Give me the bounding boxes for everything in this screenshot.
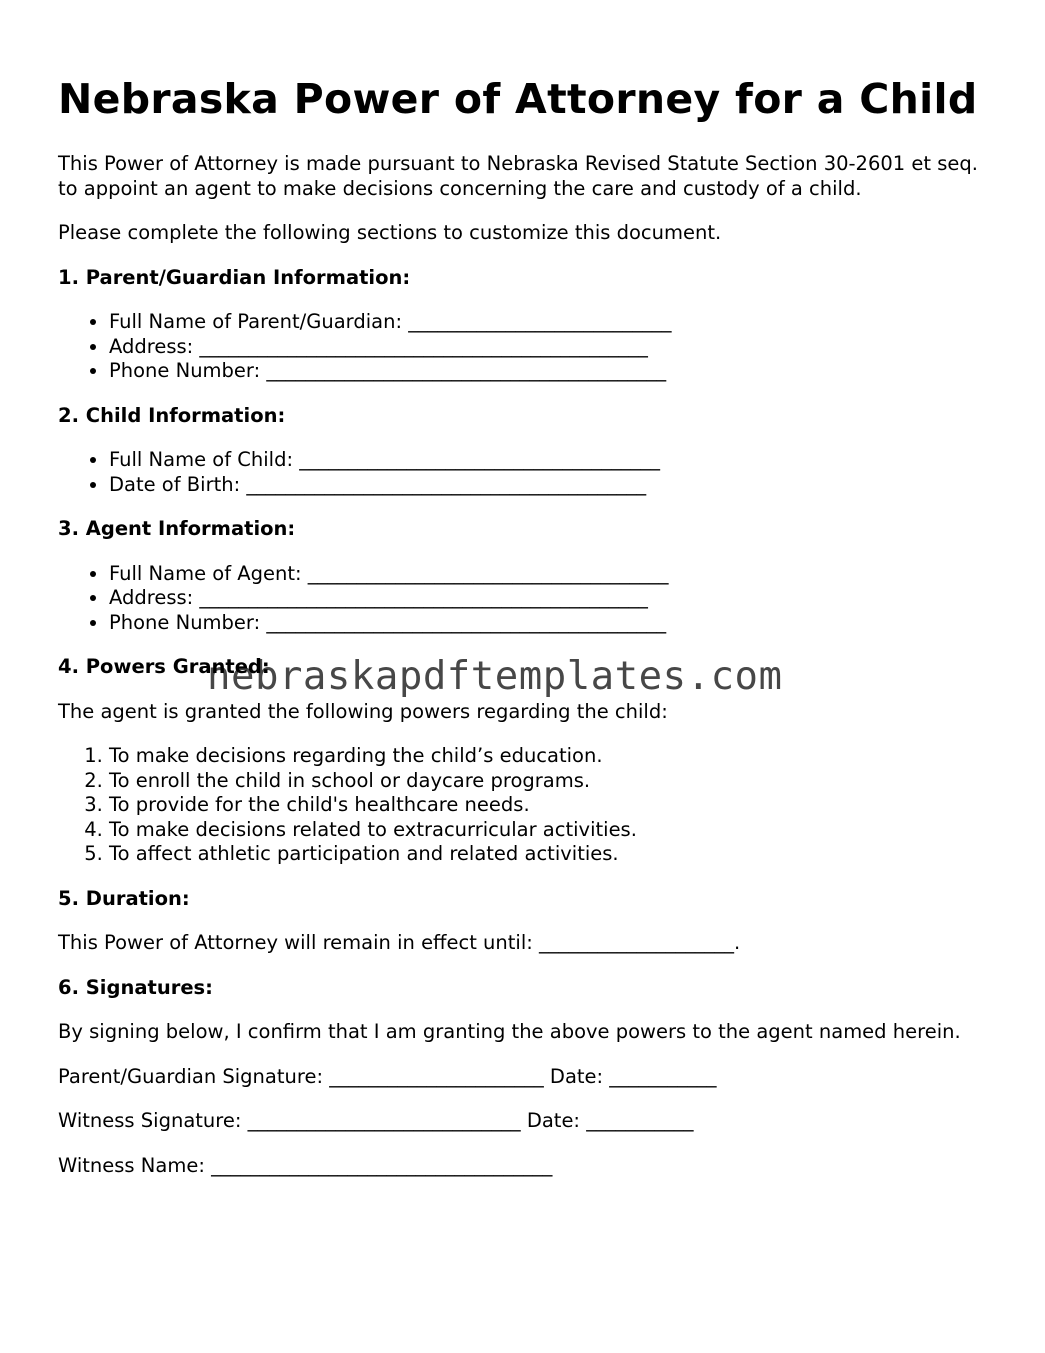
parent-signature-line: Parent/Guardian Signature: ______________________ Date: ___________	[58, 1064, 717, 1088]
section-heading-parent-guardian: 1. Parent/Guardian Information:	[58, 265, 411, 289]
watermark: nebraskapdftemplates.com	[207, 654, 783, 699]
child-fields	[58, 448, 988, 497]
power-item: 4. To make decisions related to extracurricular activities.	[109, 818, 988, 843]
witness-signature-line: Witness Signature: ____________________________ Date: ___________	[58, 1109, 694, 1132]
witness-name-line: Witness Name: ___________________________________	[58, 1153, 553, 1177]
agent-name-field: • Full Name of Agent: _____________________________________	[109, 562, 988, 587]
section-heading-signatures: 6. Signatures:	[58, 975, 213, 999]
section-heading-powers: 4. Powers Granted:	[58, 655, 270, 678]
document-page	[58, 72, 988, 1178]
agent-phone-field: • Phone Number: _________________________________________	[109, 611, 988, 636]
power-item: 3. To provide for the child's healthcare needs.	[109, 793, 988, 818]
powers-lead-text: The agent is granted the following powers regarding the child:	[58, 699, 668, 723]
page-title: Nebraska Power of Attorney for a Child	[58, 75, 978, 123]
agent-fields	[58, 562, 988, 636]
parent-guardian-fields	[58, 310, 988, 384]
power-item: 2. To enroll the child in school or daycare programs.	[109, 769, 988, 794]
section-heading-child: 2. Child Information:	[58, 403, 286, 427]
intro-paragraph: This Power of Attorney is made pursuant to Nebraska Revised Statute Section 30-2601 et seq. to appoint an agent to make decisions concerning the care and custody of a child.	[58, 152, 978, 200]
section-heading-duration: 5. Duration:	[58, 886, 190, 910]
duration-text: This Power of Attorney will remain in effect until: ____________________.	[58, 931, 741, 954]
agent-address-field: • Address: ______________________________________________	[109, 586, 988, 611]
parent-phone-field: • Phone Number: _________________________________________	[109, 359, 988, 384]
signatures-text: By signing below, I confirm that I am granting the above powers to the agent named herein.	[58, 1020, 961, 1043]
parent-name-field: • Full Name of Parent/Guardian: ___________________________	[109, 310, 988, 335]
power-item: 1. To make decisions regarding the child’s education.	[109, 744, 988, 769]
power-item: 5. To affect athletic participation and related activities.	[109, 842, 988, 867]
child-name-field: • Full Name of Child: _____________________________________	[109, 448, 988, 473]
powers-list	[58, 744, 988, 867]
instructions-paragraph: Please complete the following sections to customize this document.	[58, 221, 722, 244]
parent-address-field: • Address: ______________________________________________	[109, 335, 988, 360]
section-heading-agent: 3. Agent Information:	[58, 517, 296, 540]
child-dob-field: • Date of Birth: _________________________________________	[109, 473, 988, 498]
